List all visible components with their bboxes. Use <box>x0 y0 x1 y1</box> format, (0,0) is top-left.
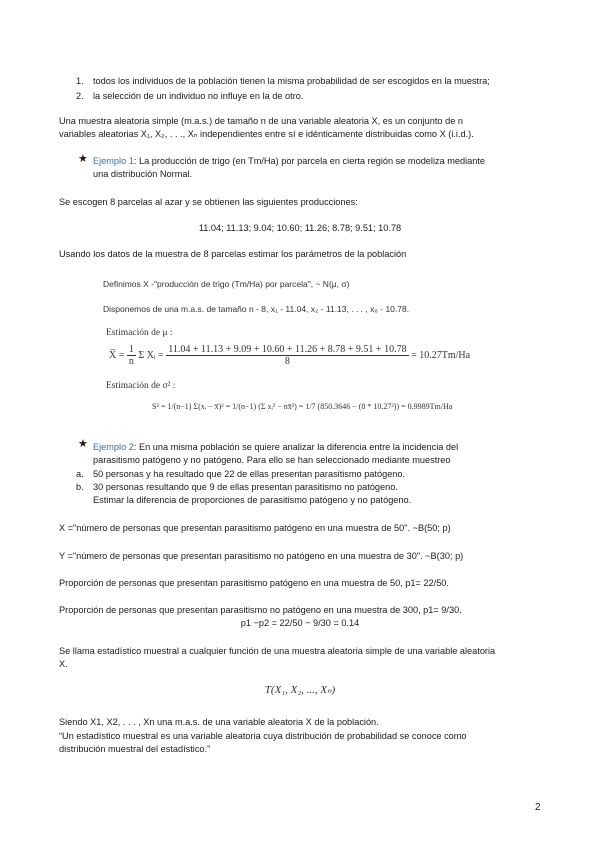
list-number: 1. <box>76 76 84 86</box>
definition-line: variables aleatorias X₁, X₂, . . ., Xₙ independientes entre sí e idénticamente distribuidas como X (i.i.d.). <box>59 129 474 139</box>
mean-sum: Σ Xᵢ = <box>138 349 164 361</box>
page-number: 2 <box>535 802 541 813</box>
proportion-1: Proporción de personas que presentan parasitismo patógeno en una muestra de 50, p1= 22/50. <box>59 578 449 588</box>
definition-line: Una muestra aleatoria simple (m.a.s.) de tamaño n de una variable aleatoria X, es un conjunto de n <box>59 116 463 126</box>
list-item <box>76 75 84 87</box>
list-number: b. <box>76 482 84 492</box>
mean-numerator: 11.04 + 11.13 + 9.09 + 10.60 + 11.26 + 8.78 + 9.51 + 10.78 <box>168 344 407 355</box>
statistic-definition: Se llama estadístico muestral a cualquier función de una muestra aleatoria simple de una variable aleatoria <box>59 646 496 656</box>
proportion-2: Proporción de personas que presentan parasitismo no patógeno en una muestra de 300, p1= 9/30. <box>59 605 462 615</box>
quote-line: distribución muestral del estadístico.” <box>59 744 211 754</box>
star-icon: ★ <box>78 438 88 450</box>
y-definition: Y ="número de personas que presentan parasitismo no patógeno en una muestra de 30". ~B(30; p) <box>59 551 464 561</box>
siendo-line: Siendo X1, X2, . . . , Xn una m.a.s. de una variable aleatoria X de la población. <box>59 717 379 727</box>
example-2-label: Ejemplo 2 <box>93 442 134 452</box>
list-item-text: 30 personas resultando que 9 de ellas presentan parasitismo no patógeno. <box>93 482 398 492</box>
mean-formula <box>109 344 470 367</box>
list-item-text: todos los individuos de la población tienen la misma probabilidad de ser escogidos en la muestra; <box>93 76 490 86</box>
example-2-text: : En una misma población se quiere analizar la diferencia entre la incidencia del <box>133 442 459 452</box>
example-1-line: una distribución Normal. <box>93 169 193 179</box>
example-2-task: Estimar la diferencia de proporciones de parasitismo patógeno y no patógeno. <box>93 495 412 505</box>
list-item-text: la selección de un individuo no influye en la de otro. <box>93 91 304 101</box>
sample-values: 11.04; 11.13; 9.04; 10.60; 11.26; 8.78; 9.51; 10.78 <box>198 223 402 233</box>
example-2-line: parasitismo patógeno y no patógeno. Para ello se han seleccionado mediante muestreo <box>93 455 451 465</box>
list-number: a. <box>76 469 84 479</box>
statistic-formula: T(X₁, X₂, ..., Xₙ) <box>264 684 336 696</box>
star-icon: ★ <box>78 153 88 165</box>
statistic-definition: X. <box>59 659 68 669</box>
difference-result: p1 −p2 = 22/50 − 9/30 = 0.14 <box>240 618 360 628</box>
variance-formula: S² = 1/(n−1) Σ(xᵢ − x̅)² = 1/(n−1) (Σ xᵢ² − nx̅²) = 1/7 (850.3646 − (8 * 10.27²)) = 0.9989Tm/Ha <box>152 402 453 411</box>
example-1-text: : La producción de trigo (en Tm/Ha) por parcela en cierta región se modeliza mediante <box>133 156 486 166</box>
x-definition: X ="número de personas que presentan parasitismo patógeno en una muestra de 50". ~B(50; p) <box>59 523 451 533</box>
list-item <box>76 90 84 102</box>
image-definition-line: Definimos X -"producción de trigo (Tm/Ha) por parcela", ~ N(μ, σ) <box>103 279 350 289</box>
mean-lhs: X̅ = <box>109 349 125 361</box>
image-sample-line: Disponemos de una m.a.s. de tamaño n - 8, x₁ - 11.04, x₂ - 11.13, . . . , x₈ - 10.78. <box>103 304 410 314</box>
coef-den: n <box>128 356 134 367</box>
example-1-line <box>93 155 485 167</box>
example-1-task: Usando los datos de la muestra de 8 parcelas estimar los parámetros de la población <box>59 249 407 259</box>
quote-line: “Un estadístico muestral es una variable aleatoria cuya distribución de probabilidad se conoce como <box>59 731 467 741</box>
list-item-text: 50 personas y ha resultado que 22 de ellas presentan parasitismo patógeno. <box>93 469 406 479</box>
sigma-estimation-label: Estimación de σ² : <box>106 381 176 391</box>
coef-num: 1 <box>128 344 134 355</box>
list-number: 2. <box>76 91 84 101</box>
sample-intro: Se escogen 8 parcelas al azar y se obtienen las siguientes producciones: <box>59 197 358 207</box>
example-2-line <box>93 441 458 453</box>
mu-estimation-label: Estimación de μ : <box>106 328 173 338</box>
mean-coefficient <box>127 344 136 367</box>
mean-fraction <box>166 344 408 367</box>
mean-denominator: 8 <box>284 356 290 367</box>
mean-result: = 10.27Tm/Ha <box>411 349 471 361</box>
example-1-label: Ejemplo 1 <box>93 156 134 166</box>
